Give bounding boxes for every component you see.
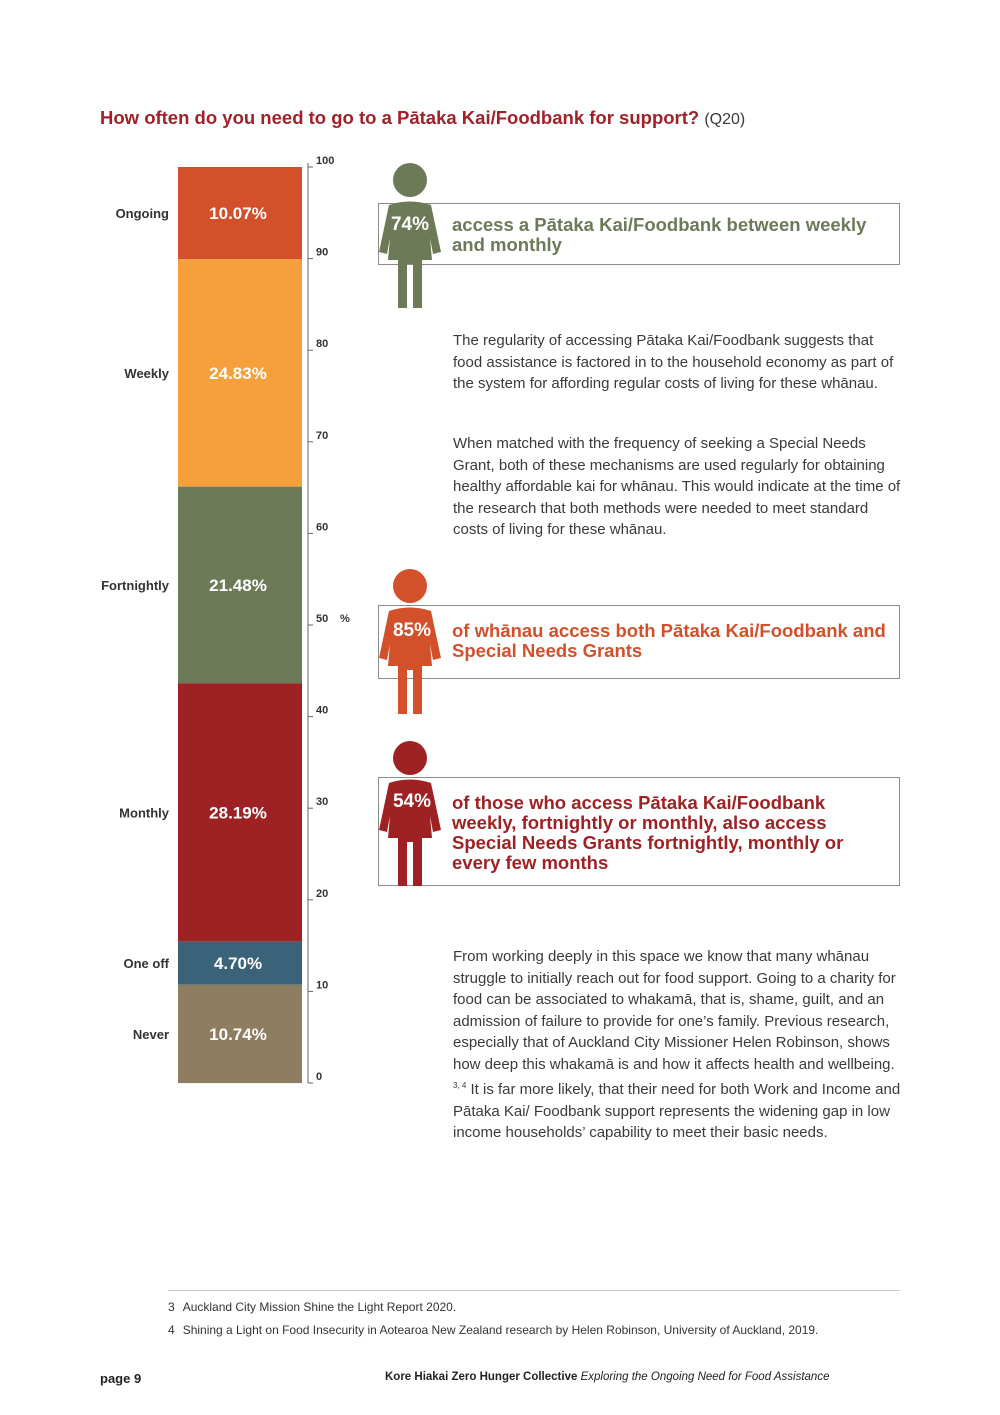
category-label-one-off: One off bbox=[123, 956, 169, 972]
y-tick-label: 100 bbox=[316, 155, 335, 167]
footnote-divider bbox=[168, 1290, 900, 1291]
value-label-one-off: 4.70% bbox=[213, 954, 263, 974]
y-tick-label: 40 bbox=[316, 704, 329, 717]
y-tick-label: 50 bbox=[316, 613, 329, 625]
paragraph-3b: It is far more likely, that their need for both Work and Income and Pātaka Kai/ Foodbank support represents the widening gap in low income households’ capability to meet their basic needs. bbox=[453, 1081, 901, 1141]
paragraph-3a: From working deeply in this space we know that many whānau struggle to initially reach out for food support. Going to a charity for food can be associated to whakamā, that is, shame, guilt, and an admission of failure to provide for one’s family. Previous research, especially that of Auckland City Missioner Helen Robinson, shows how deep this whakamā is and how it affects health and wellbeing. bbox=[453, 948, 896, 1073]
value-label-ongoing: 10.07% bbox=[209, 204, 267, 224]
callout-85-text: of whānau access both Pātaka Kai/Foodbank and Special Needs Grants bbox=[452, 620, 886, 661]
callout-85-pct: 85% bbox=[392, 620, 432, 641]
category-label-ongoing: Ongoing bbox=[115, 206, 169, 222]
callout-54-pct: 54% bbox=[392, 791, 432, 812]
callout-74-pct: 74% bbox=[390, 214, 430, 235]
footer-publication bbox=[385, 1371, 829, 1383]
footnote-3 bbox=[168, 1300, 456, 1314]
y-tick-label: 20 bbox=[316, 887, 329, 900]
footnote-ref: 3, 4 bbox=[453, 1081, 467, 1090]
value-label-weekly: 24.83% bbox=[209, 363, 267, 383]
page-number: page 9 bbox=[100, 1371, 142, 1386]
footnote-number: 3 bbox=[168, 1300, 175, 1314]
value-label-fortnightly: 21.48% bbox=[209, 576, 267, 596]
category-label-fortnightly: Fortnightly bbox=[101, 578, 169, 594]
callout-54-text: of those who access Pātaka Kai/Foodbank weekly, fortnightly or monthly, also access Special Needs Grants fortnightly, monthly or every few months bbox=[452, 792, 844, 873]
chart-title-main: How often do you need to go to a Pātaka Kai/Foodbank for support? bbox=[100, 107, 700, 128]
y-tick-label: 10 bbox=[316, 979, 329, 992]
paragraph-2: When matched with the frequency of seeking a Special Needs Grant, both of these mechanisms are used regularly for obtaining healthy affordable kai for whānau. This would indicate at the time of the research that both methods were needed to meet standard costs of living for these whānau. bbox=[453, 435, 901, 538]
callout-74-text: access a Pātaka Kai/Foodbank between weekly and monthly bbox=[452, 214, 867, 255]
y-tick-label: 30 bbox=[316, 796, 329, 809]
callout-54 bbox=[378, 777, 900, 886]
y-tick-label: 0 bbox=[316, 1071, 323, 1083]
y-tick-label: 80 bbox=[316, 338, 329, 351]
callout-74 bbox=[378, 203, 900, 265]
footnote-text: Auckland City Mission Shine the Light Report 2020. bbox=[182, 1300, 457, 1314]
value-label-never: 10.74% bbox=[209, 1024, 267, 1044]
category-label-weekly: Weekly bbox=[124, 365, 169, 381]
footnote-number: 4 bbox=[168, 1323, 175, 1337]
footnote-4 bbox=[168, 1323, 818, 1337]
y-tick-label: 70 bbox=[316, 429, 329, 442]
y-tick-label: 60 bbox=[316, 521, 329, 534]
footer-publisher: Kore Hiakai Zero Hunger Collective bbox=[385, 1371, 578, 1383]
footnote-text: Shining a Light on Food Insecurity in Aotearoa New Zealand research by Helen Robinson, University of Auckland, 2019. bbox=[182, 1323, 819, 1337]
stacked-bar-chart bbox=[0, 0, 400, 1100]
person-figure-icon bbox=[375, 738, 445, 888]
category-label-monthly: Monthly bbox=[119, 805, 169, 821]
paragraph-1: The regularity of accessing Pātaka Kai/Foodbank suggests that food assistance is factored in to the household economy as part of the system for affording regular costs of living for these whānau. bbox=[453, 332, 894, 392]
y-unit-label: % bbox=[340, 613, 350, 625]
footer-title: Exploring the Ongoing Need for Food Assistance bbox=[580, 1371, 830, 1383]
paragraph-3 bbox=[453, 946, 903, 1144]
category-label-never: Never bbox=[132, 1026, 169, 1042]
chart-title-question: (Q20) bbox=[704, 111, 746, 128]
callout-85 bbox=[378, 605, 900, 679]
value-label-monthly: 28.19% bbox=[209, 803, 267, 823]
y-tick-label: 90 bbox=[316, 246, 329, 259]
